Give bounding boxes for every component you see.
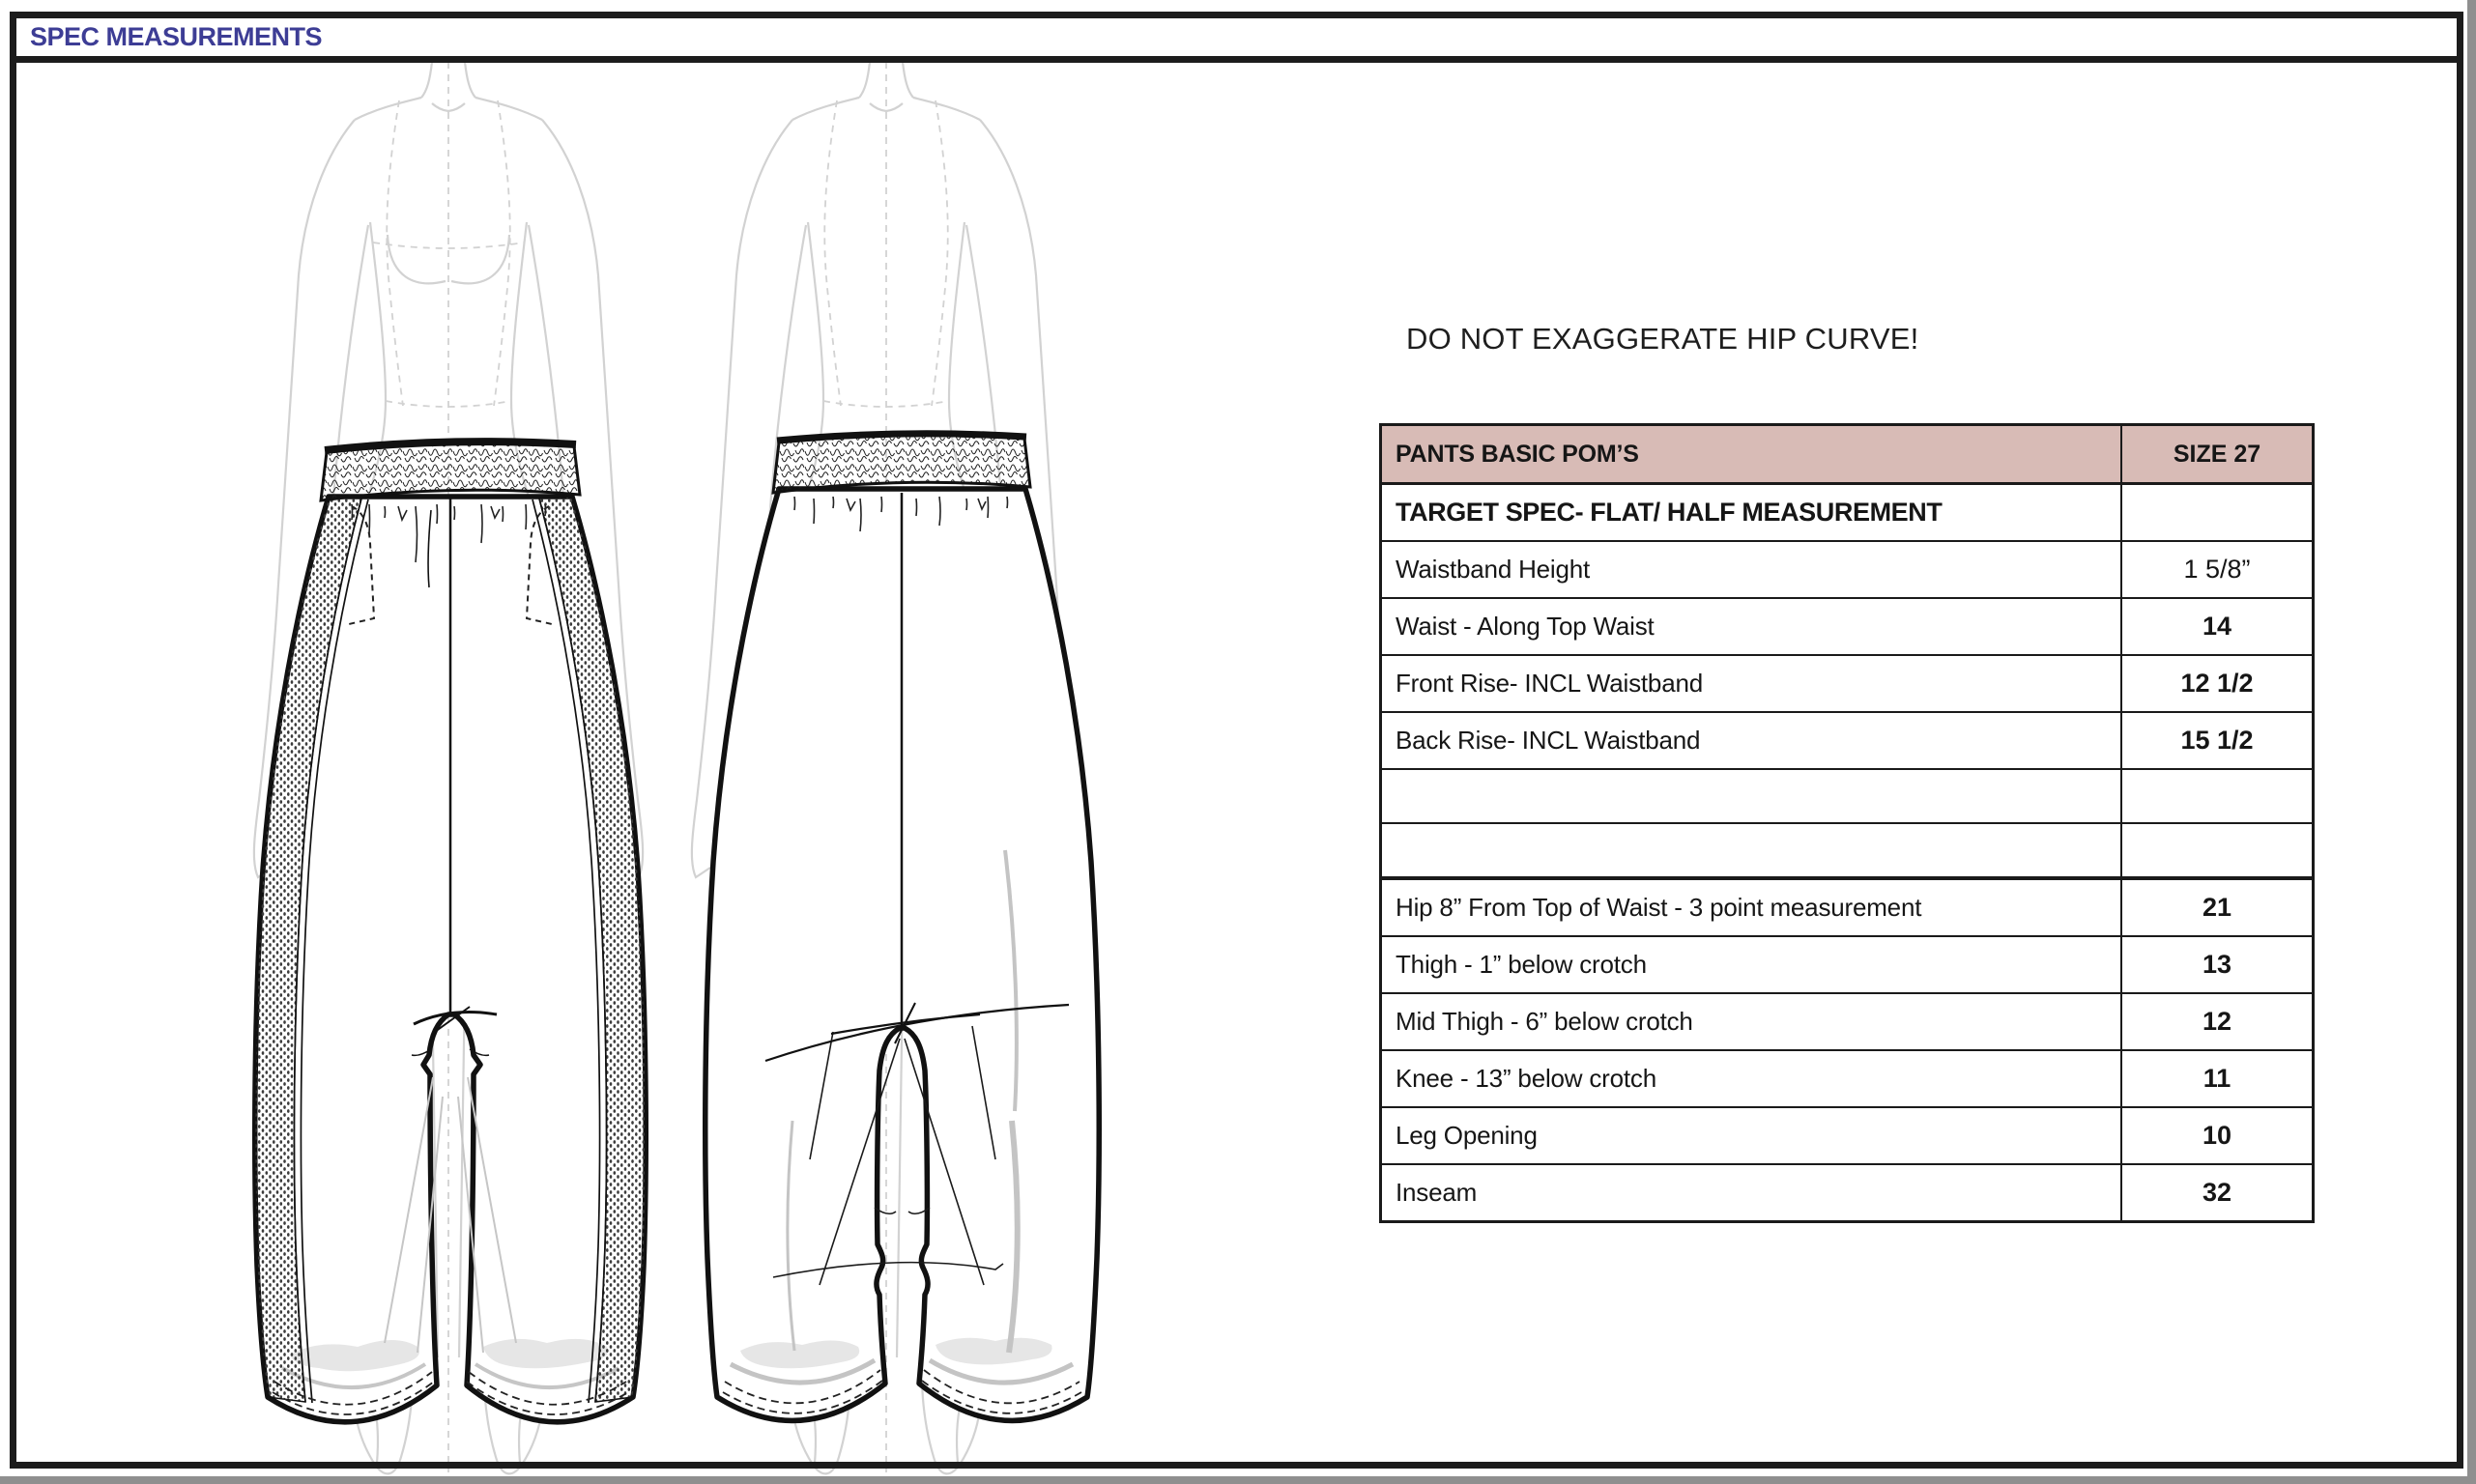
pants-back-flat (705, 434, 1099, 1421)
measurement-value: 14 (2202, 612, 2232, 641)
table-row (1382, 1108, 2312, 1165)
table-body (1382, 485, 2312, 1220)
table-header-row (1382, 426, 2312, 485)
measurement-label (1382, 824, 2122, 876)
table-row (1382, 1165, 2312, 1220)
table-row (1382, 824, 2312, 880)
front-waistband (321, 443, 580, 500)
measurement-label: Waistband Height (1382, 542, 2122, 597)
measurement-label: Front Rise- INCL Waistband (1382, 656, 2122, 711)
measurement-label: Back Rise- INCL Waistband (1382, 713, 2122, 768)
table-row (1382, 656, 2312, 713)
measurement-value: 11 (2202, 1064, 2231, 1093)
measurement-table (1379, 423, 2315, 1223)
measurement-value: 12 1/2 (2180, 669, 2254, 698)
page-title: SPEC MEASUREMENTS (30, 22, 323, 51)
table-row (1382, 937, 2312, 994)
measurement-label: Waist - Along Top Waist (1382, 599, 2122, 654)
sheet-bottom-edge (0, 1476, 2476, 1484)
measurement-value (2122, 770, 2312, 822)
measurement-value (2122, 824, 2312, 876)
measurement-value (2122, 485, 2312, 540)
table-row (1382, 713, 2312, 770)
sheet-right-edge (2467, 0, 2476, 1484)
measurement-label (1382, 770, 2122, 822)
measurement-value: 1 5/8” (2183, 555, 2251, 584)
measurement-value: 32 (2202, 1178, 2232, 1207)
measurement-label: Inseam (1382, 1165, 2122, 1220)
measurement-value: 13 (2202, 950, 2232, 979)
pants-front-flat (255, 442, 646, 1422)
table-row (1382, 1051, 2312, 1108)
table-header-size: SIZE 27 (2173, 440, 2261, 468)
table-row (1382, 542, 2312, 599)
back-waistband (773, 436, 1030, 493)
table-row (1382, 994, 2312, 1051)
measurement-value: 21 (2202, 893, 2232, 922)
table-row (1382, 485, 2312, 542)
measurement-label: Mid Thigh - 6” below crotch (1382, 994, 2122, 1049)
table-row (1382, 880, 2312, 937)
measurement-value: 12 (2202, 1007, 2232, 1036)
measurement-label: Hip 8” From Top of Waist - 3 point measurement (1382, 880, 2122, 935)
hip-curve-warning: DO NOT EXAGGERATE HIP CURVE! (1406, 322, 1919, 356)
title-bar (10, 12, 2463, 63)
table-row (1382, 770, 2312, 824)
measurement-value: 10 (2202, 1121, 2232, 1150)
table-row (1382, 599, 2312, 656)
measurement-label: Leg Opening (1382, 1108, 2122, 1163)
measurement-label: Knee - 13” below crotch (1382, 1051, 2122, 1106)
measurement-value: 15 1/2 (2180, 726, 2254, 755)
table-header-name: PANTS BASIC POM’S (1382, 426, 2122, 482)
measurement-label: TARGET SPEC- FLAT/ HALF MEASUREMENT (1382, 485, 2122, 540)
measurement-label: Thigh - 1” below crotch (1382, 937, 2122, 992)
